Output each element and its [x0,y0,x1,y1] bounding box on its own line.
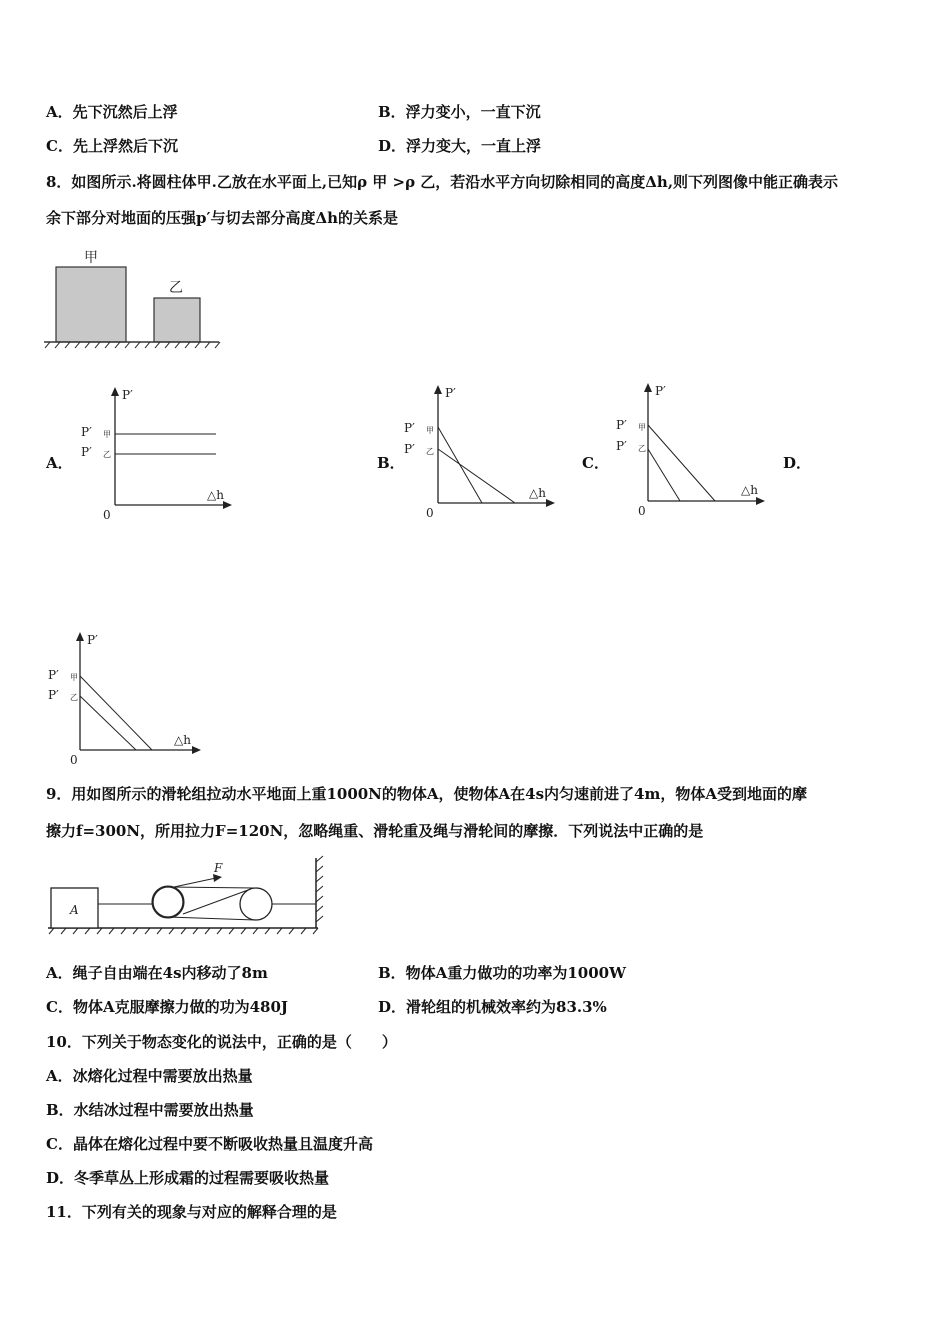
q8-option-c-label: C． [582,454,609,472]
ground-hatch [49,928,318,934]
y-arrow-icon [76,632,84,641]
q8-option-d-label: D． [783,454,812,472]
p-yi-sub: 乙 [103,450,111,459]
q8-graph-c [612,381,777,521]
y-arrow-icon [111,387,119,396]
x-arrow-icon [546,499,555,507]
p-jia-label: P′ [48,668,59,682]
cylinder-jia [56,267,126,342]
p-jia-label: P′ [81,425,92,439]
x-axis-label: △h [741,483,758,497]
p-jia-sub: 甲 [638,423,646,432]
q10-option-d: D．冬季草丛上形成霜的过程需要吸收热量 [46,1169,330,1187]
x-axis-label: △h [529,486,546,500]
x-axis-label: △h [174,733,191,747]
q7-option-d: D．浮力变大，一直上浮 [378,137,542,155]
q8-graph-b [402,383,567,523]
moving-pulley [153,887,183,917]
origin-label: 0 [426,506,434,520]
moving-pulley-frame [152,886,184,918]
y-arrow-icon [434,385,442,394]
q8-graph-a [75,385,240,525]
x-arrow-icon [756,497,765,505]
ground-hatch [45,342,220,348]
x-axis-label: △h [207,488,224,502]
p-jia-label: P′ [616,418,627,432]
force-arrow-icon [213,874,222,882]
y-axis-label: P′ [87,633,98,647]
rope-cross [183,890,248,914]
q9-option-d: D．滑轮组的机械效率约为83.3% [378,998,607,1016]
p-yi-label: P′ [404,442,415,456]
q9-option-c: C．物体A克服摩擦力做的功为480J [46,998,288,1016]
q9-stem-line1: 9．用如图所示的滑轮组拉动水平地面上重1000N的物体A，使物体A在4s内匀速前进了4m，物体A受到地面的摩 [46,785,808,803]
free-end-rope [174,878,216,887]
x-arrow-icon [223,501,232,509]
q8-option-b-label: B． [377,454,405,472]
q8-stem-line2: 余下部分对地面的压强p′与切去部分高度Δh的关系是 [46,209,398,227]
q7-option-b: B．浮力变小，一直下沉 [378,103,541,121]
p-jia-sub: 甲 [70,673,78,682]
rope-lower [168,917,256,920]
block-a-label: A [70,903,79,917]
force-label: F [214,861,223,875]
series-yi-line [438,449,515,503]
y-axis-label: P′ [122,388,133,402]
q7-option-c: C．先上浮然后下沉 [46,137,178,155]
p-yi-sub: 乙 [638,444,646,453]
q10-option-b: B．水结冰过程中需要放出热量 [46,1101,254,1119]
q9-option-b: B．物体A重力做功的功率为1000W [378,964,626,982]
x-arrow-icon [192,746,201,754]
origin-label: 0 [103,508,111,522]
q10-option-a: A．冰熔化过程中需要放出热量 [46,1067,253,1085]
q9-option-a: A．绳子自由端在4s内移动了8m [46,964,268,982]
fixed-pulley [240,888,272,920]
y-axis-label: P′ [655,384,666,398]
y-arrow-icon [644,383,652,392]
p-yi-label: P′ [81,445,92,459]
p-jia-label: P′ [404,421,415,435]
series-jia-line [80,676,152,750]
label-jia: 甲 [84,250,98,266]
q10-option-c: C．晶体在熔化过程中要不断吸收热量且温度升高 [46,1135,373,1153]
p-jia-sub: 甲 [103,430,111,439]
q7-option-a: A．先下沉然后上浮 [46,103,178,121]
q8-graph-d [44,628,214,768]
wall-hatch [316,856,323,922]
series-jia-line [648,425,715,501]
series-yi-line [648,449,680,501]
q10-stem: 10．下列关于物态变化的说法中，正确的是（ ） [46,1033,397,1051]
p-yi-label: P′ [616,439,627,453]
y-axis-label: P′ [445,386,456,400]
p-jia-sub: 甲 [426,426,434,435]
origin-label: 0 [638,504,646,518]
q9-stem-line2: 擦力f=300N，所用拉力F=120N，忽略绳重、滑轮重及绳与滑轮间的摩擦．下列说法中正确的是 [46,822,704,840]
rope-upper [168,887,256,888]
p-yi-sub: 乙 [70,693,78,702]
q11-stem: 11．下列有关的现象与对应的解释合理的是 [46,1203,337,1221]
q9-pulley-figure [44,852,329,942]
p-yi-label: P′ [48,688,59,702]
q8-option-a-label: A． [46,454,73,472]
q8-cylinders-figure [44,244,224,354]
cylinder-yi [154,298,200,342]
q8-stem-line1: 8．如图所示.将圆柱体甲.乙放在水平面上,已知ρ 甲 >ρ 乙，若沿水平方向切除相同的高度Δh,则下列图像中能正确表示 [46,173,839,191]
label-yi: 乙 [169,280,183,296]
p-yi-sub: 乙 [426,447,434,456]
origin-label: 0 [70,753,78,767]
